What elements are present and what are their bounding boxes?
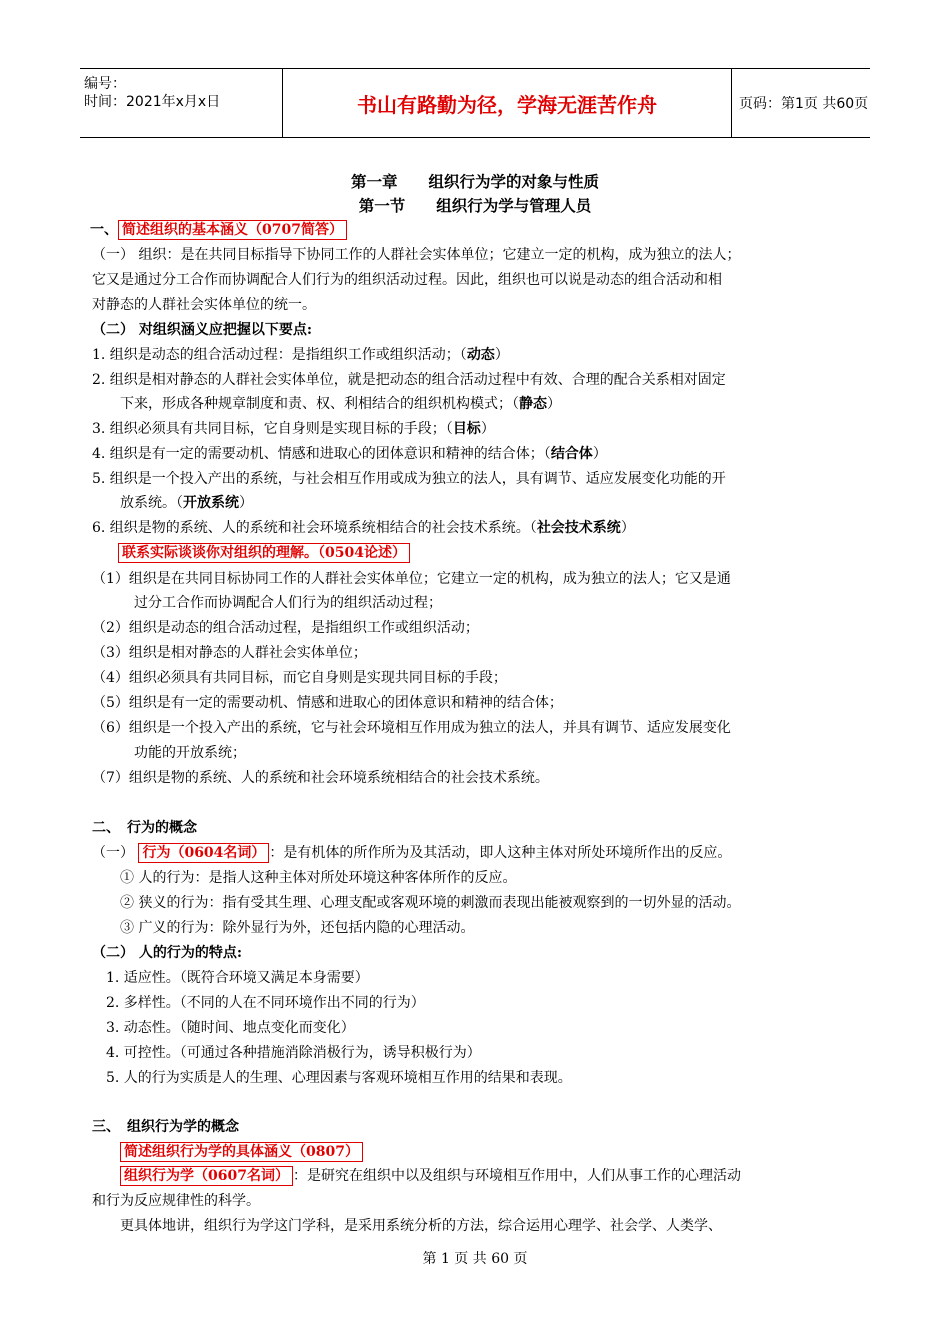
list-item: 3. 动态性。（随时间、地点变化而变化） (106, 1020, 355, 1036)
list-item: 放系统。（开放系统） (120, 495, 253, 511)
question-box-3: 简述组织行为学的具体涵义（0807） (120, 1142, 363, 1162)
part2-heading: 二、 行为的概念 (92, 820, 197, 836)
subheading: （二） 对组织涵义应把握以下要点: (92, 322, 313, 338)
list-item: 5. 人的行为实质是人的生理、心理因素与客观环境相互作用的结果和表现。 (106, 1070, 572, 1086)
term-box: 组织行为学（0607名词） (120, 1166, 293, 1186)
definition-line: 组织行为学（0607名词） ：是研究在组织中以及组织与环境相互作用中，人们从事工作的心理活动 (120, 1166, 741, 1186)
question-box: 简述组织的基本涵义（0707简答） (118, 220, 347, 240)
list-item: （2）组织是动态的组合活动过程，是指组织工作或组织活动； (92, 620, 479, 636)
definition-line: （一） 行为（0604名词） ：是有机体的所作所为及其活动，即人这种主体对所处环境所作出的反应。 (92, 845, 732, 861)
section-title: 第一节 组织行为学与管理人员 (358, 196, 592, 215)
chapter-title: 第一章 组织行为学的对象与性质 (350, 172, 599, 191)
text-line: 它又是通过分工合作而协调配合人们行为的组织活动过程。因此，组织也可以说是动态的组合活动和相 (92, 272, 722, 288)
list-item: 2. 组织是相对静态的人群社会实体单位，就是把动态的组合活动过程中有效、合理的配合关系相对固定 (92, 372, 726, 388)
subheading: （二） 人的行为的特点: (92, 945, 243, 961)
list-item: （7）组织是物的系统、人的系统和社会环境系统相结合的社会技术系统。 (92, 770, 549, 786)
number-label: 编号： (84, 76, 126, 92)
list-item: 下来，形成各种规章制度和责、权、利相结合的组织机构模式；（静态） (120, 396, 561, 412)
time-label: 时间：2021年x月x日 (84, 94, 221, 110)
term-box: 行为（0604名词） (138, 843, 269, 863)
page-footer: 第 1 页 共 60 页 (422, 1251, 528, 1267)
list-item: 2. 多样性。（不同的人在不同环境作出不同的行为） (106, 995, 425, 1011)
list-item: （6）组织是一个投入产出的系统，它与社会环境相互作用成为独立的法人，并具有调节、适应发展变化 (92, 720, 731, 736)
text-line: 更具体地讲，组织行为学这门学科，是采用系统分析的方法，综合运用心理学、社会学、人类学、 (120, 1218, 722, 1234)
question-box-2: 联系实际谈谈你对组织的理解。（0504论述） (118, 543, 410, 563)
text-line: ② 狭义的行为：指有受其生理、心理支配或客观环境的刺激而表现出能被观察到的一切外显的活动。 (120, 895, 741, 911)
page-header (80, 68, 870, 138)
part1-num: 一、 (90, 222, 118, 238)
header-meta (80, 69, 282, 137)
list-item: 6. 组织是物的系统、人的系统和社会环境系统相结合的社会技术系统。（社会技术系统） (92, 520, 635, 536)
motto: 书山有路勤为径，学海无涯苦作舟 (357, 92, 657, 117)
text-line: 和行为反应规律性的科学。 (92, 1193, 260, 1209)
list-item: （1）组织是在共同目标协同工作的人群社会实体单位；它建立一定的机构，成为独立的法人；它又是通 (92, 571, 731, 587)
text-line: 对静态的人群社会实体单位的统一。 (92, 297, 316, 313)
text-line: （一） 组织：是在共同目标指导下协同工作的人群社会实体单位；它建立一定的机构，成为独立的法人； (92, 247, 741, 263)
list-item: 5. 组织是一个投入产出的系统，与社会相互作用或成为独立的法人，具有调节、适应发展变化功能的开 (92, 471, 726, 487)
list-item: （3）组织是相对静态的人群社会实体单位； (92, 645, 367, 661)
list-item: 1. 适应性。（既符合环境又满足本身需要） (106, 970, 369, 986)
part3-heading: 三、 组织行为学的概念 (92, 1119, 239, 1135)
part1-heading (90, 220, 347, 240)
text-line: ① 人的行为：是指人这种主体对所处环境这种客体所作的反应。 (120, 870, 517, 886)
list-item: 4. 组织是有一定的需要动机、情感和进取心的团体意识和精神的结合体；（结合体） (92, 446, 607, 462)
list-item: （4）组织必须具有共同目标，而它自身则是实现共同目标的手段； (92, 670, 507, 686)
list-item: 过分工合作而协调配合人们行为的组织活动过程； (134, 595, 442, 611)
list-item: 1. 组织是动态的组合活动过程：是指组织工作或组织活动；（动态） (92, 347, 509, 363)
page-info: 页码：第1页 共60页 (739, 96, 869, 112)
list-item: 4. 可控性。（可通过各种措施消除消极行为，诱导积极行为） (106, 1045, 481, 1061)
header-motto-cell (282, 69, 732, 137)
list-item: （5）组织是有一定的需要动机、情感和进取心的团体意识和精神的结合体； (92, 695, 563, 711)
text-line: ③ 广义的行为：除外显行为外，还包括内隐的心理活动。 (120, 920, 475, 936)
list-item: 3. 组织必须具有共同目标，它自身则是实现目标的手段；（目标） (92, 421, 495, 437)
list-item: 功能的开放系统； (134, 745, 246, 761)
